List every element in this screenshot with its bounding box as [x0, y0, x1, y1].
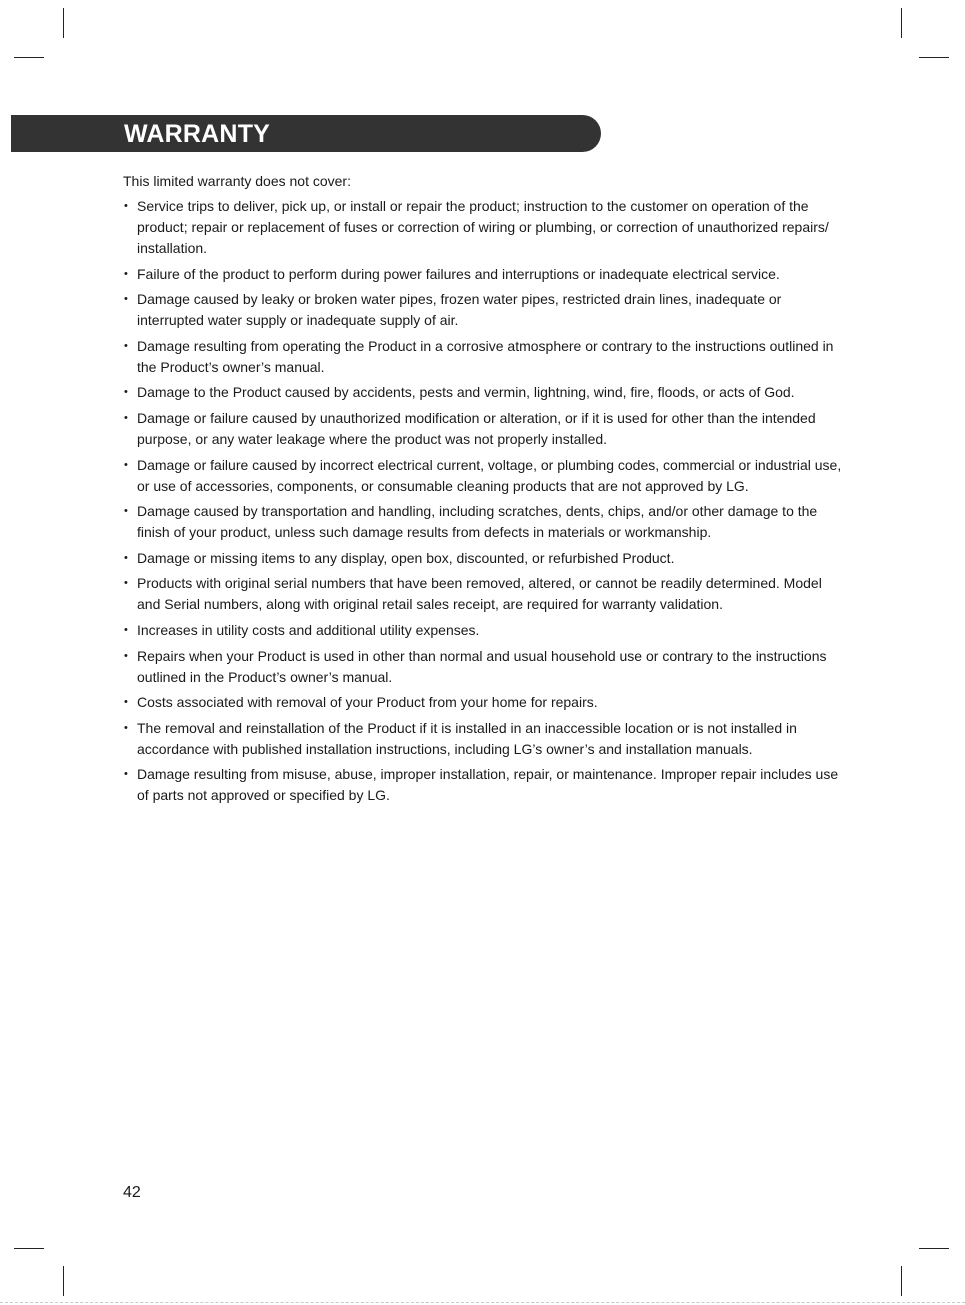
bullet-icon: •: [124, 577, 128, 590]
crop-mark-top-left: [63, 8, 64, 38]
intro-text: This limited warranty does not cover:: [123, 173, 351, 189]
list-item: [123, 573, 848, 615]
list-item-text: Failure of the product to perform during power failures and interruptions or inadequate electrical service.: [137, 265, 780, 282]
exclusions-list: [123, 196, 848, 811]
bullet-icon: •: [124, 293, 128, 306]
crop-mark-top-right: [901, 8, 902, 38]
list-item-text: Service trips to deliver, pick up, or install or repair the product; instruction to the customer on operation of the product; repair or replacement of fuses or correction of wiring or plumbing, or correction of unauthorized repairs/ installation.: [137, 198, 829, 256]
bullet-icon: •: [124, 649, 128, 662]
list-item: [123, 196, 848, 259]
crop-mark-bottom-left-h: [14, 1248, 44, 1249]
bullet-icon: •: [124, 721, 128, 734]
list-item: [123, 382, 848, 403]
crop-mark-top-right-h: [919, 57, 949, 58]
crop-mark-top-left-h: [14, 57, 44, 58]
list-item: [123, 548, 848, 569]
bullet-icon: •: [124, 339, 128, 352]
trim-line: [0, 1302, 965, 1303]
list-item-text: The removal and reinstallation of the Product if it is installed in an inaccessible location or is not installed in accordance with published installation instructions, including LG’s owner’s and installation manuals.: [137, 719, 797, 757]
list-item: [123, 455, 848, 497]
bullet-icon: •: [124, 200, 128, 212]
list-item-text: Damage resulting from misuse, abuse, improper installation, repair, or maintenance. Improper repair includes use of parts not approved or specified by LG.: [137, 766, 839, 804]
page-number: 42: [123, 1184, 141, 1201]
list-item: [123, 646, 848, 688]
list-item: [123, 718, 848, 760]
list-item-text: Damage or failure caused by incorrect electrical current, voltage, or plumbing codes, commercial or industrial use, or use of accessories, components, or consumable cleaning products that are not approved by LG.: [137, 456, 842, 494]
list-item: [123, 764, 848, 806]
list-item: [123, 289, 848, 331]
list-item: [123, 336, 848, 378]
list-item-text: Repairs when your Product is used in other than normal and usual household use or contrary to the instructions outlined in the Product’s owner’s manual.: [137, 647, 827, 685]
list-item-text: Damage caused by transportation and handling, including scratches, dents, chips, and/or other damage to the finish of your product, unless such damage results from defects in materials or workmanship.: [137, 503, 818, 541]
crop-mark-bottom-right: [901, 1266, 902, 1296]
bullet-icon: •: [124, 768, 128, 781]
bullet-icon: •: [124, 696, 128, 709]
list-item-text: Damage or missing items to any display, open box, discounted, or refurbished Product.: [137, 549, 675, 566]
bullet-icon: •: [124, 623, 128, 636]
section-banner: [11, 115, 601, 152]
list-item: [123, 692, 848, 713]
list-item: [123, 620, 848, 641]
list-item-text: Damage to the Product caused by accidents, pests and vermin, lightning, wind, fire, floods, or acts of God.: [137, 384, 795, 401]
list-item: [123, 501, 848, 543]
bullet-icon: •: [124, 458, 128, 471]
list-item-text: Damage caused by leaky or broken water pipes, frozen water pipes, restricted drain lines, inadequate or interrupted water supply or inadequate supply of air.: [137, 291, 782, 329]
bullet-icon: •: [124, 386, 128, 399]
section-title: WARRANTY: [124, 120, 271, 148]
bullet-icon: •: [124, 267, 128, 280]
list-item-text: Damage or failure caused by unauthorized modification or alteration, or if it is used for other than the intended purpose, or any water leakage where the product was not properly installed.: [137, 409, 816, 447]
list-item-text: Increases in utility costs and additional utility expenses.: [137, 621, 480, 638]
list-item: [123, 408, 848, 450]
list-item: [123, 264, 848, 285]
list-item-text: Products with original serial numbers that have been removed, altered, or cannot be readily determined. Model and Serial numbers, along with original retail sales receipt, are required for warranty validation.: [137, 575, 822, 613]
crop-mark-bottom-left: [63, 1266, 64, 1296]
crop-mark-bottom-right-h: [919, 1248, 949, 1249]
bullet-icon: •: [124, 551, 128, 564]
bullet-icon: •: [124, 411, 128, 424]
list-item-text: Damage resulting from operating the Product in a corrosive atmosphere or contrary to the instructions outlined in the Product’s owner’s manual.: [137, 337, 834, 375]
list-item-text: Costs associated with removal of your Product from your home for repairs.: [137, 694, 598, 711]
bullet-icon: •: [124, 505, 128, 518]
